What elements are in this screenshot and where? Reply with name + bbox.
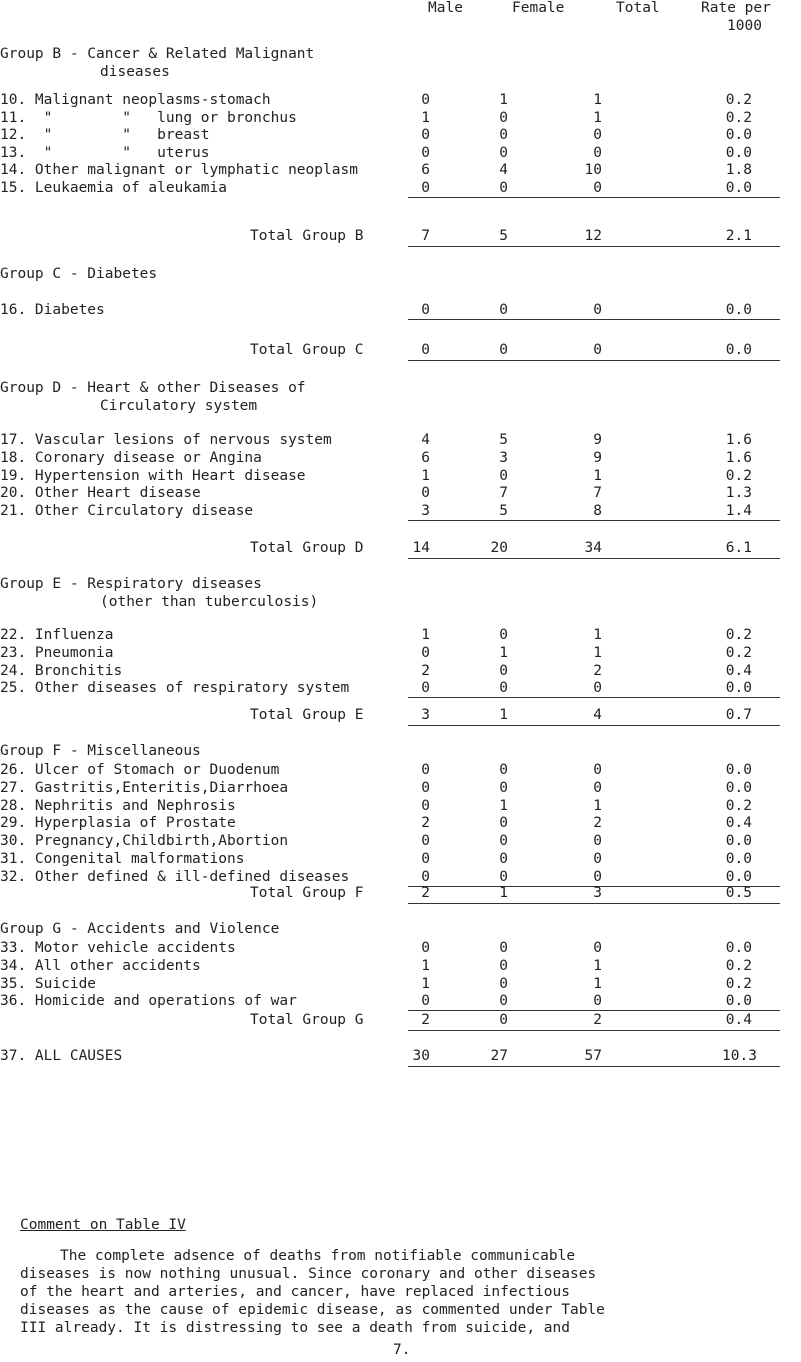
table-row <box>0 432 801 448</box>
cell-male: 0 <box>421 645 430 661</box>
total-row <box>0 1048 801 1064</box>
cell-rate: 0.5 <box>725 885 752 901</box>
cell-rate: 0.2 <box>725 468 752 484</box>
cell-female: 1 <box>499 798 508 814</box>
cell-total: 8 <box>593 503 602 519</box>
group-title: Group G - Accidents and Violence <box>0 921 280 937</box>
comment-line: III already. It is distressing to see a death from suicide, and <box>20 1320 570 1336</box>
cell-total: 0 <box>593 993 602 1009</box>
cell-total: 12 <box>584 228 602 244</box>
cell-total: 1 <box>593 468 602 484</box>
total-divider <box>408 520 780 521</box>
total-underline <box>408 558 780 559</box>
table-row <box>0 833 801 849</box>
total-divider <box>408 1010 780 1011</box>
total-underline <box>408 246 780 247</box>
comment-body <box>20 1247 790 1337</box>
group-title: (other than tuberculosis) <box>100 594 319 610</box>
comment-line: diseases as the cause of epidemic disease, as commented under Table <box>20 1302 605 1318</box>
cell-female: 0 <box>499 869 508 885</box>
cell-rate: 0.0 <box>725 780 752 796</box>
cell-male: 6 <box>421 450 430 466</box>
table-row <box>0 680 801 696</box>
cell-rate: 0.7 <box>725 707 752 723</box>
comment-line: diseases is now nothing unusual. Since coronary and other diseases <box>20 1266 597 1282</box>
cell-rate: 0.2 <box>725 110 752 126</box>
row-label: 22. Influenza <box>0 627 114 643</box>
table-row <box>0 627 801 643</box>
cell-rate: 0.4 <box>725 663 752 679</box>
row-label: 19. Hypertension with Heart disease <box>0 468 306 484</box>
total-label: Total Group F <box>250 885 364 901</box>
group-title: Group F - Miscellaneous <box>0 743 201 759</box>
group-title: diseases <box>100 64 170 80</box>
row-label: 13. " " uterus <box>0 145 210 161</box>
total-divider <box>408 319 780 320</box>
cell-female: 0 <box>499 993 508 1009</box>
cell-rate: 10.3 <box>722 1048 757 1064</box>
total-row <box>0 540 801 556</box>
table-row <box>0 993 801 1009</box>
total-row <box>0 1012 801 1028</box>
rate-header-unit: 1000 <box>727 18 762 34</box>
table-row <box>0 110 801 126</box>
table-row <box>0 485 801 501</box>
total-underline <box>408 1030 780 1031</box>
total-row <box>0 228 801 244</box>
cell-male: 1 <box>421 627 430 643</box>
table-row <box>0 976 801 992</box>
cell-total: 10 <box>584 162 602 178</box>
row-label: 18. Coronary disease or Angina <box>0 450 262 466</box>
cell-female: 0 <box>499 302 508 318</box>
row-label: 25. Other diseases of respiratory system <box>0 680 350 696</box>
rate-header: Rate per <box>701 0 771 16</box>
cell-rate: 0.0 <box>725 127 752 143</box>
cell-male: 1 <box>421 468 430 484</box>
cell-female: 1 <box>499 645 508 661</box>
cell-male: 2 <box>421 815 430 831</box>
table-row <box>0 869 801 885</box>
cell-female: 4 <box>499 162 508 178</box>
cell-male: 0 <box>421 92 430 108</box>
page-number: 7. <box>393 1342 411 1358</box>
cell-rate: 0.0 <box>725 342 752 358</box>
cell-total: 1 <box>593 958 602 974</box>
table-row <box>0 468 801 484</box>
cell-rate: 1.3 <box>725 485 752 501</box>
total-label: Total Group C <box>250 342 364 358</box>
row-label: 28. Nephritis and Nephrosis <box>0 798 236 814</box>
cell-rate: 0.0 <box>725 762 752 778</box>
cell-total: 0 <box>593 302 602 318</box>
cell-female: 0 <box>499 342 508 358</box>
table-row <box>0 780 801 796</box>
cell-total: 57 <box>584 1048 602 1064</box>
group-title: Group E - Respiratory diseases <box>0 576 262 592</box>
cell-male: 2 <box>421 885 430 901</box>
table-row <box>0 663 801 679</box>
cell-female: 0 <box>499 833 508 849</box>
group-title: Group B - Cancer & Related Malignant <box>0 46 315 62</box>
table-row <box>0 450 801 466</box>
table-row <box>0 503 801 519</box>
cell-male: 0 <box>421 833 430 849</box>
comment-line: of the heart and arteries, and cancer, have replaced infectious <box>20 1284 570 1300</box>
total-label: Total Group D <box>250 540 364 556</box>
cell-female: 5 <box>499 432 508 448</box>
cell-male: 0 <box>421 145 430 161</box>
cell-male: 0 <box>421 302 430 318</box>
cell-rate: 0.0 <box>725 680 752 696</box>
cell-rate: 0.0 <box>725 302 752 318</box>
cell-male: 2 <box>421 1012 430 1028</box>
cell-rate: 0.2 <box>725 627 752 643</box>
cell-female: 0 <box>499 976 508 992</box>
table-row <box>0 645 801 661</box>
cell-female: 0 <box>499 780 508 796</box>
cell-total: 1 <box>593 627 602 643</box>
cell-female: 0 <box>499 815 508 831</box>
table-row <box>0 162 801 178</box>
row-label: 35. Suicide <box>0 976 97 992</box>
cell-rate: 0.0 <box>725 833 752 849</box>
cell-rate: 6.1 <box>725 540 752 556</box>
total-underline <box>408 725 780 726</box>
cell-total: 0 <box>593 342 602 358</box>
row-label: 33. Motor vehicle accidents <box>0 940 236 956</box>
female-header: Female <box>512 0 565 16</box>
cell-female: 0 <box>499 958 508 974</box>
table-row <box>0 815 801 831</box>
cell-total: 0 <box>593 869 602 885</box>
row-label: 20. Other Heart disease <box>0 485 201 501</box>
cell-rate: 0.2 <box>725 92 752 108</box>
cell-total: 0 <box>593 851 602 867</box>
cell-male: 2 <box>421 663 430 679</box>
cell-male: 3 <box>421 503 430 519</box>
table-row <box>0 940 801 956</box>
cell-female: 0 <box>499 127 508 143</box>
cell-total: 7 <box>593 485 602 501</box>
cell-rate: 0.0 <box>725 993 752 1009</box>
cell-rate: 0.0 <box>725 145 752 161</box>
cell-male: 0 <box>421 940 430 956</box>
cell-total: 9 <box>593 450 602 466</box>
cell-total: 0 <box>593 780 602 796</box>
cell-total: 0 <box>593 127 602 143</box>
cell-total: 0 <box>593 680 602 696</box>
cell-rate: 1.6 <box>725 450 752 466</box>
cell-female: 3 <box>499 450 508 466</box>
table-row <box>0 851 801 867</box>
cell-female: 0 <box>499 627 508 643</box>
all-causes-underline <box>408 1066 780 1067</box>
cell-male: 4 <box>421 432 430 448</box>
row-label: 23. Pneumonia <box>0 645 114 661</box>
total-divider <box>408 697 780 698</box>
comment-line: The complete adsence of deaths from notifiable communicable <box>60 1248 576 1264</box>
cell-male: 1 <box>421 958 430 974</box>
cell-female: 1 <box>499 885 508 901</box>
row-label: 32. Other defined & ill-defined diseases <box>0 869 350 885</box>
total-label: Total Group B <box>250 228 364 244</box>
cell-rate: 0.2 <box>725 645 752 661</box>
cell-female: 0 <box>499 110 508 126</box>
table-row <box>0 762 801 778</box>
cell-female: 0 <box>499 851 508 867</box>
cell-female: 0 <box>499 1012 508 1028</box>
cell-rate: 1.8 <box>725 162 752 178</box>
group-title: Group D - Heart & other Diseases of <box>0 380 306 396</box>
cell-total: 34 <box>584 540 602 556</box>
cell-female: 27 <box>490 1048 508 1064</box>
cell-female: 0 <box>499 680 508 696</box>
cell-total: 1 <box>593 110 602 126</box>
row-label: 29. Hyperplasia of Prostate <box>0 815 236 831</box>
cell-rate: 0.0 <box>725 940 752 956</box>
cell-male: 3 <box>421 707 430 723</box>
cell-total: 1 <box>593 92 602 108</box>
male-header: Male <box>428 0 463 16</box>
cell-total: 1 <box>593 976 602 992</box>
table-row <box>0 302 801 318</box>
cell-rate: 0.0 <box>725 851 752 867</box>
total-underline <box>408 903 780 904</box>
cell-total: 9 <box>593 432 602 448</box>
cell-rate: 0.4 <box>725 1012 752 1028</box>
row-label: 24. Bronchitis <box>0 663 123 679</box>
total-label: 37. ALL CAUSES <box>0 1048 123 1064</box>
cell-rate: 0.4 <box>725 815 752 831</box>
cell-total: 0 <box>593 940 602 956</box>
table-row <box>0 180 801 196</box>
cell-male: 0 <box>421 851 430 867</box>
row-label: 12. " " breast <box>0 127 210 143</box>
cell-total: 0 <box>593 833 602 849</box>
table-row <box>0 127 801 143</box>
row-label: 30. Pregnancy,Childbirth,Abortion <box>0 833 289 849</box>
cell-female: 7 <box>499 485 508 501</box>
cell-female: 5 <box>499 503 508 519</box>
cell-total: 0 <box>593 145 602 161</box>
cell-rate: 0.0 <box>725 180 752 196</box>
cell-rate: 1.4 <box>725 503 752 519</box>
cell-female: 5 <box>499 228 508 244</box>
cell-rate: 1.6 <box>725 432 752 448</box>
cell-female: 0 <box>499 180 508 196</box>
cell-total: 1 <box>593 798 602 814</box>
total-divider <box>408 197 780 198</box>
cell-male: 6 <box>421 162 430 178</box>
cell-female: 0 <box>499 762 508 778</box>
cell-female: 0 <box>499 145 508 161</box>
cell-total: 4 <box>593 707 602 723</box>
cell-rate: 0.2 <box>725 798 752 814</box>
row-label: 34. All other accidents <box>0 958 201 974</box>
cell-rate: 0.2 <box>725 958 752 974</box>
total-row <box>0 707 801 723</box>
group-title: Group C - Diabetes <box>0 266 158 282</box>
total-row <box>0 885 801 901</box>
table-row <box>0 798 801 814</box>
cell-male: 0 <box>421 869 430 885</box>
cell-male: 0 <box>421 680 430 696</box>
row-label: 31. Congenital malformations <box>0 851 245 867</box>
table-row <box>0 145 801 161</box>
cell-female: 1 <box>499 92 508 108</box>
cell-female: 0 <box>499 468 508 484</box>
cell-male: 0 <box>421 780 430 796</box>
cell-male: 0 <box>421 180 430 196</box>
cell-male: 0 <box>421 762 430 778</box>
cell-male: 0 <box>421 798 430 814</box>
cell-total: 2 <box>593 815 602 831</box>
cell-total: 0 <box>593 762 602 778</box>
cell-female: 20 <box>490 540 508 556</box>
group-title: Circulatory system <box>100 398 258 414</box>
cell-female: 1 <box>499 707 508 723</box>
row-label: 16. Diabetes <box>0 302 105 318</box>
cell-rate: 2.1 <box>725 228 752 244</box>
cell-total: 2 <box>593 1012 602 1028</box>
row-label: 15. Leukaemia of aleukamia <box>0 180 227 196</box>
cell-female: 0 <box>499 940 508 956</box>
row-label: 27. Gastritis,Enteritis,Diarrhoea <box>0 780 289 796</box>
cell-male: 0 <box>421 342 430 358</box>
cell-male: 14 <box>412 540 430 556</box>
table-row <box>0 92 801 108</box>
row-label: 36. Homicide and operations of war <box>0 993 297 1009</box>
total-row <box>0 342 801 358</box>
row-label: 14. Other malignant or lymphatic neoplasm <box>0 162 358 178</box>
cell-male: 30 <box>412 1048 430 1064</box>
cell-total: 0 <box>593 180 602 196</box>
cell-total: 1 <box>593 645 602 661</box>
total-header: Total <box>616 0 660 16</box>
total-label: Total Group E <box>250 707 364 723</box>
row-label: 10. Malignant neoplasms-stomach <box>0 92 271 108</box>
cell-female: 0 <box>499 663 508 679</box>
cell-male: 0 <box>421 993 430 1009</box>
row-label: 11. " " lung or bronchus <box>0 110 297 126</box>
row-label: 17. Vascular lesions of nervous system <box>0 432 332 448</box>
cell-rate: 0.2 <box>725 976 752 992</box>
total-label: Total Group G <box>250 1012 364 1028</box>
cell-total: 3 <box>593 885 602 901</box>
table-row <box>0 958 801 974</box>
cell-rate: 0.0 <box>725 869 752 885</box>
cell-male: 0 <box>421 485 430 501</box>
cell-male: 1 <box>421 976 430 992</box>
comment-title: Comment on Table IV <box>20 1217 186 1233</box>
cell-male: 0 <box>421 127 430 143</box>
cell-total: 2 <box>593 663 602 679</box>
row-label: 26. Ulcer of Stomach or Duodenum <box>0 762 280 778</box>
cell-male: 1 <box>421 110 430 126</box>
cell-male: 7 <box>421 228 430 244</box>
row-label: 21. Other Circulatory disease <box>0 503 254 519</box>
total-underline <box>408 360 780 361</box>
